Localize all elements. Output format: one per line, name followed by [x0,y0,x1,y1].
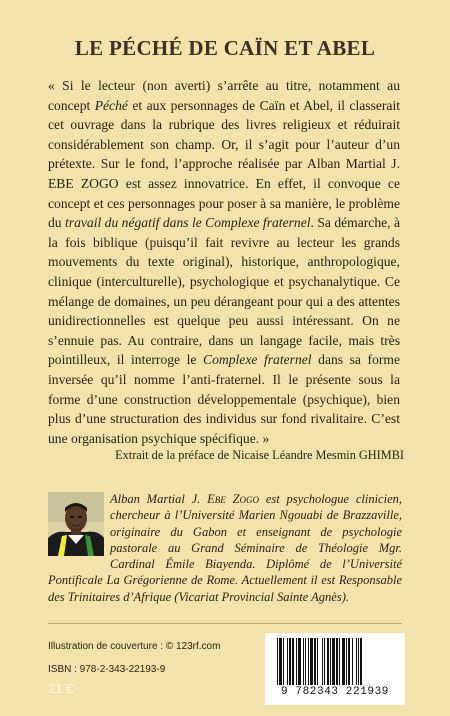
author-bio-text: est psychologue clinicien, chercheur à l’Université Marien Ngouabi de Brazzaville, originaire du Gabon et enseignant de psychologie pastorale au Grand Séminaire de Théologie Mgr. Cardinal Émile Biayenda. Diplômé de l’Université Pontificale La Grégorienne de Rome. Actuellement il est Responsable des Trinitaires d’Afrique (Vicariat Provincial Sainte Agnès). [48,492,402,604]
preface-attribution: Extrait de la préface de Nicaise Léandre Mesmin GHIMBI [115,448,404,462]
blurb-text-2: et aux personnages de Caïn et Abel, il classerait cet ouvrage dans la rubrique des livres religieux et réduirait considérablement son champ. Or, il s’agit pour l’auteur d’un prétexte. Sur le fond, l’approche réalisée par Alban Martial J. EBE ZOGO est assez innovatrice. En effet, il convoque ce concept et ces personnages pour poser à sa manière, le problème du [48,97,401,231]
back-cover-blurb [48,76,400,448]
author-biography [48,491,402,605]
blurb-emphasis-3: Complexe fraternel [203,352,312,368]
barcode-bars [277,638,393,685]
barcode-digits: 9 782343 221939 [280,686,390,698]
cover-illustration-credit: Illustration de couverture : © 123rf.com [48,641,221,652]
blurb-emphasis-2: travail du négatif dans le Complexe fraternel [65,215,311,231]
author-name: Alban Martial J. [110,492,208,506]
blurb-text-4: dans sa forme inversée qu’il nomme l’anti-fraternel. Il le présente sous la forme d’une construction développementale (psychique), bien plus d’une structuration des individus sur fond rivalitaire. C’est une organisation psychique spécifique. » [48,352,400,446]
blurb-text-3: . Sa démarche, à la fois biblique (puisqu’il fait revivre au lecteur les grands mouvements du texte original), historique, anthropologique, clinique (interculturelle), psychologique et psychanalytique. Ce mélange de domaines, un peu dérangeant pour qui a des attentes unidirectionnelles est quelque peu aussi intéressant. On ne s’ennuie pas. Au contraire, dans un langage facile, mais très pointilleux, il interroge le [48,215,401,368]
book-title: LE PÉCHÉ DE CAÏN ET ABEL [74,36,376,60]
blurb-text-1: « Si le lecteur (non averti) s’arrête au titre, notamment au concept [48,78,400,113]
price: 21 € [48,681,74,696]
barcode [265,633,405,705]
blurb-emphasis-1: Péché [94,97,128,113]
isbn: ISBN : 978-2-343-22193-9 [48,664,166,675]
footer-divider [48,623,402,624]
author-surname: Ebe Zogo [207,492,260,506]
